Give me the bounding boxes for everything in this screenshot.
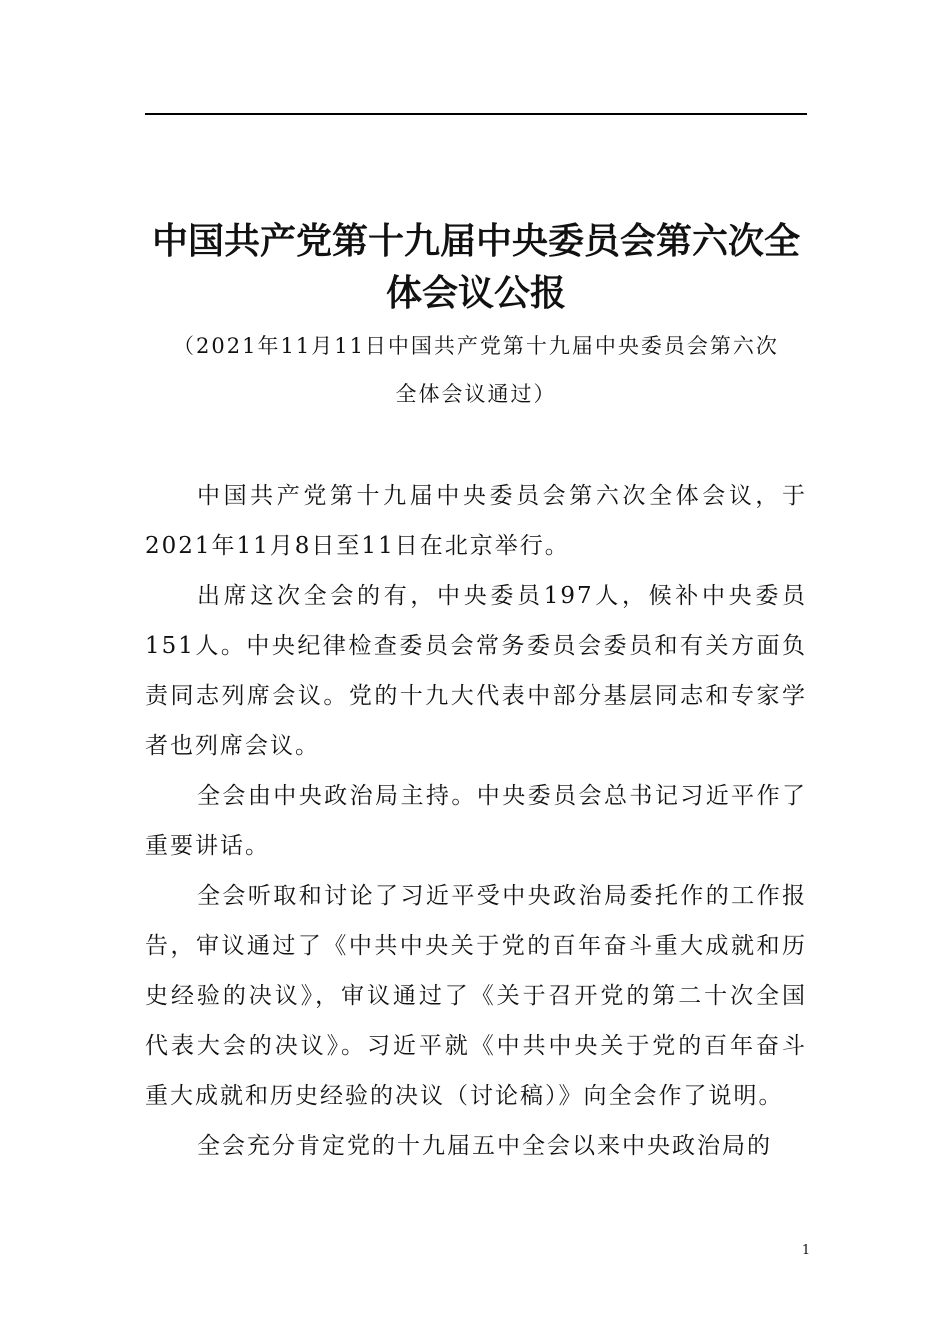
page-number: 1 — [801, 1243, 811, 1258]
document-body — [145, 471, 807, 1171]
title-line-1: 中国共产党第十九届中央委员会第六次全 — [151, 221, 800, 262]
paragraph-2: 出席这次全会的有，中央委员197人，候补中央委员151人。中央纪律检查委员会常务委员会委员和有关方面负责同志列席会议。党的十九大代表中部分基层同志和专家学者也列席会议。 — [145, 583, 807, 759]
paragraph-5: 全会充分肯定党的十九届五中全会以来中央政治局的 — [197, 1133, 772, 1159]
subtitle-line-2: 全体会议通过） — [395, 382, 557, 406]
paragraph-4: 全会听取和讨论了习近平受中央政治局委托作的工作报告，审议通过了《中共中央关于党的百年奋斗重大成就和历史经验的决议》，审议通过了《关于召开党的第二十次全国代表大会的决议》。习近平就《中共中央关于党的百年奋斗重大成就和历史经验的决议（讨论稿）》向全会作了说明。 — [145, 883, 807, 1109]
paragraph-3: 全会由中央政治局主持。中央委员会总书记习近平作了重要讲话。 — [145, 783, 807, 859]
header-rule — [145, 113, 807, 115]
document-subtitle — [145, 322, 807, 418]
paragraph-1: 中国共产党第十九届中央委员会第六次全体会议，于2021年11月8日至11日在北京举行。 — [145, 483, 807, 559]
document-title — [145, 216, 807, 320]
subtitle-line-1: （2021年11月11日中国共产党第十九届中央委员会第六次 — [173, 334, 779, 358]
title-line-2: 体会议公报 — [385, 273, 566, 314]
